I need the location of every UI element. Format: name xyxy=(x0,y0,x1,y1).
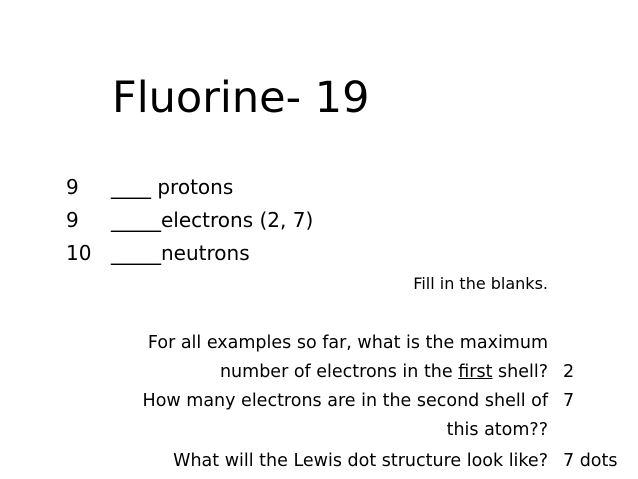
neutrons-label: neutrons xyxy=(161,241,250,265)
neutrons-blank: _____ xyxy=(111,241,161,265)
electrons-label: electrons (2, 7) xyxy=(161,208,314,232)
question-1-underlined: first xyxy=(458,362,493,382)
electrons-blank: _____ xyxy=(111,208,161,232)
protons-line xyxy=(111,174,233,200)
protons-label: protons xyxy=(151,175,234,199)
question-1-text-post: shell? xyxy=(492,362,548,382)
protons-value: 9 xyxy=(66,175,79,199)
question-1-line-2 xyxy=(220,359,548,385)
question-1-line-1: For all examples so far, what is the maximum xyxy=(147,333,548,353)
slide-title: Fluorine- 19 xyxy=(112,73,370,123)
instruction-text: Fill in the blanks. xyxy=(413,274,548,293)
question-1-text-pre: number of electrons in the xyxy=(219,362,459,382)
answer-1: 2 xyxy=(563,362,575,382)
answer-2: 7 xyxy=(563,391,575,411)
question-2-line-2: this atom?? xyxy=(446,420,548,440)
neutrons-line xyxy=(111,240,250,266)
question-3: What will the Lewis dot structure look like? xyxy=(173,451,548,471)
neutrons-value: 10 xyxy=(66,241,92,265)
protons-blank: ____ xyxy=(111,175,151,199)
electrons-line xyxy=(111,207,313,233)
electrons-value: 9 xyxy=(66,208,79,232)
answer-3: 7 dots xyxy=(563,451,618,471)
question-2-line-1: How many electrons are in the second shell of xyxy=(142,391,548,411)
